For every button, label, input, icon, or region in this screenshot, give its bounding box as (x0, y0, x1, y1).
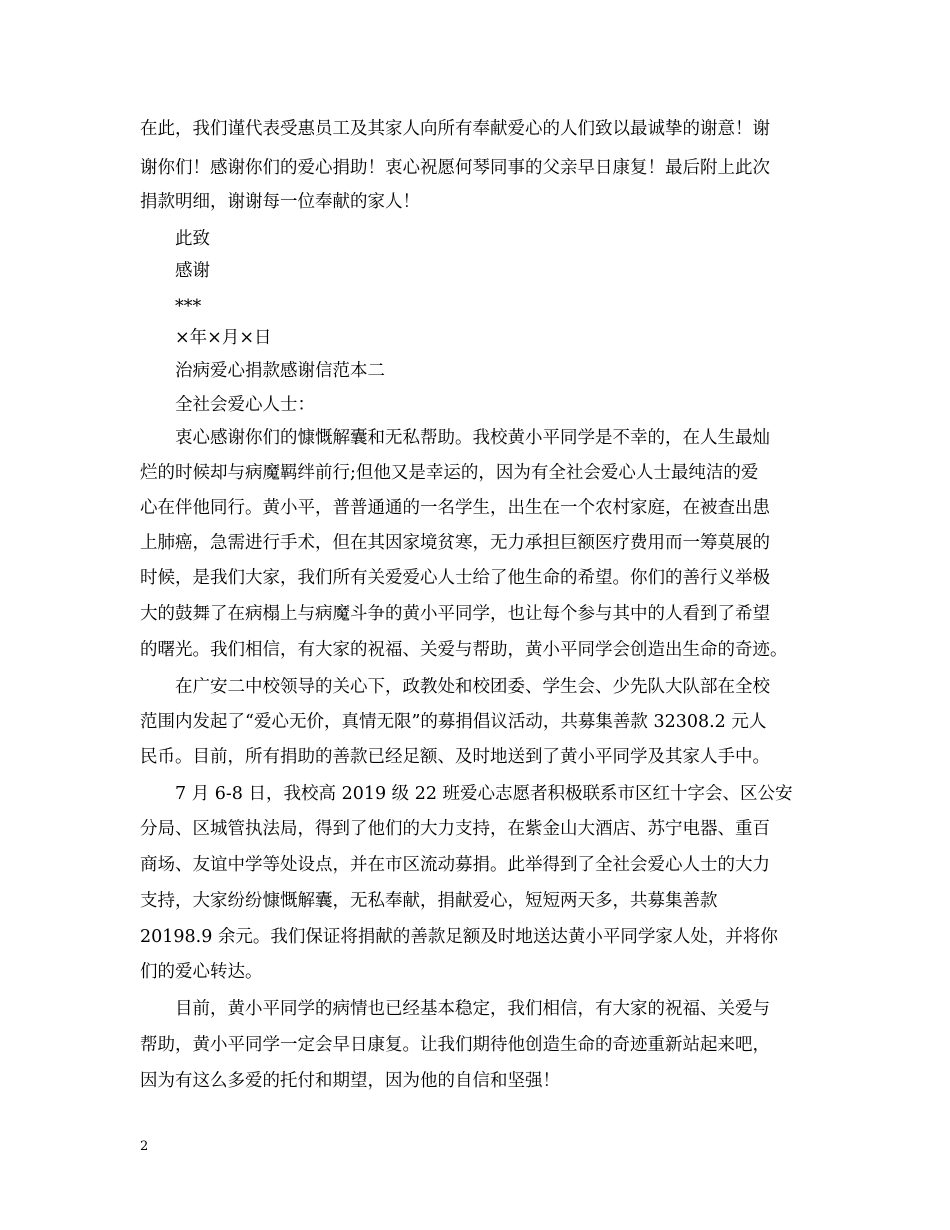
section-title: 治病爱心捐款感谢信范本二 (175, 361, 385, 381)
paragraph-line: 范围内发起了“爱心无价，真情无限”的募捐倡议活动，共募集善款 32308.2 元人 (140, 712, 767, 732)
paragraph-line: 时候，是我们大家，我们所有关爱爱心人士给了他生命的希望。你们的善行义举极 (140, 568, 770, 588)
closing-date: ×年×月×日 (175, 328, 272, 348)
paragraph-line: 商场、友谊中学等处设点，并在市区流动募捐。此举得到了全社会爱心人士的大力 (140, 855, 770, 875)
paragraph-line: 大的鼓舞了在病榻上与病魔斗争的黄小平同学，也让每个参与其中的人看到了希望 (140, 604, 770, 624)
paragraph-line: 衷心感谢你们的慷慨解囊和无私帮助。我校黄小平同学是不幸的，在人生最灿 (175, 428, 770, 448)
addressee: 全社会爱心人士： (175, 395, 315, 415)
paragraph-line: 在广安二中校领导的关心下，政教处和校团委、学生会、少先队大队部在全校 (175, 677, 770, 697)
closing-signature: *** (175, 297, 202, 317)
paragraph-line: 心在伴他同行。黄小平，普普通通的一名学生，出生在一个农村家庭，在被查出患 (140, 498, 770, 518)
paragraph-line: 目前，黄小平同学的病情也已经基本稳定，我们相信，有大家的祝福、关爱与 (175, 999, 770, 1019)
paragraph-line: 捐款明细，谢谢每一位奉献的家人！ (140, 192, 420, 212)
paragraph-line: 们的爱心转达。 (140, 962, 263, 982)
paragraph-line: 民币。目前，所有捐助的善款已经足额、及时地送到了黄小平同学及其家人手中。 (140, 747, 770, 767)
paragraph-line: 烂的时候却与病魔羁绊前行;但他又是幸运的，因为有全社会爱心人士最纯洁的爱 (140, 463, 759, 483)
paragraph-line: 分局、区城管执法局，得到了他们的大力支持，在紫金山大酒店、苏宁电器、重百 (140, 819, 770, 839)
paragraph-line: 因为有这么多爱的托付和期望，因为他的自信和坚强！ (140, 1071, 560, 1091)
paragraph-line: 上肺癌，急需进行手术，但在其因家境贫寒，无力承担巨额医疗费用而一筹莫展的 (140, 533, 770, 553)
paragraph-line: 的曙光。我们相信，有大家的祝福、关爱与帮助，黄小平同学会创造出生命的奇迹。 (140, 640, 788, 660)
paragraph-line: 在此，我们谨代表受惠员工及其家人向所有奉献爱心的人们致以最诚挚的谢意！谢 (140, 119, 770, 139)
closing-salutation: 此致 (175, 229, 210, 249)
page-number: 2 (140, 1139, 149, 1154)
paragraph-line: 谢你们！感谢你们的爱心捐助！衷心祝愿何琴同事的父亲早日康复！最后附上此次 (140, 158, 770, 178)
paragraph-line: 7 月 6-8 日，我校高 2019 级 22 班爱心志愿者积极联系市区红十字会、区公安 (175, 784, 793, 804)
paragraph-line: 帮助，黄小平同学一定会早日康复。让我们期待他创造生命的奇迹重新站起来吧， (140, 1035, 770, 1055)
closing-thanks: 感谢 (175, 261, 210, 281)
paragraph-line: 20198.9 余元。我们保证将捐献的善款足额及时地送达黄小平同学家人处，并将你 (140, 927, 778, 947)
paragraph-line: 支持，大家纷纷慷慨解囊，无私奉献，捐献爱心，短短两天多，共募集善款 (140, 891, 718, 911)
